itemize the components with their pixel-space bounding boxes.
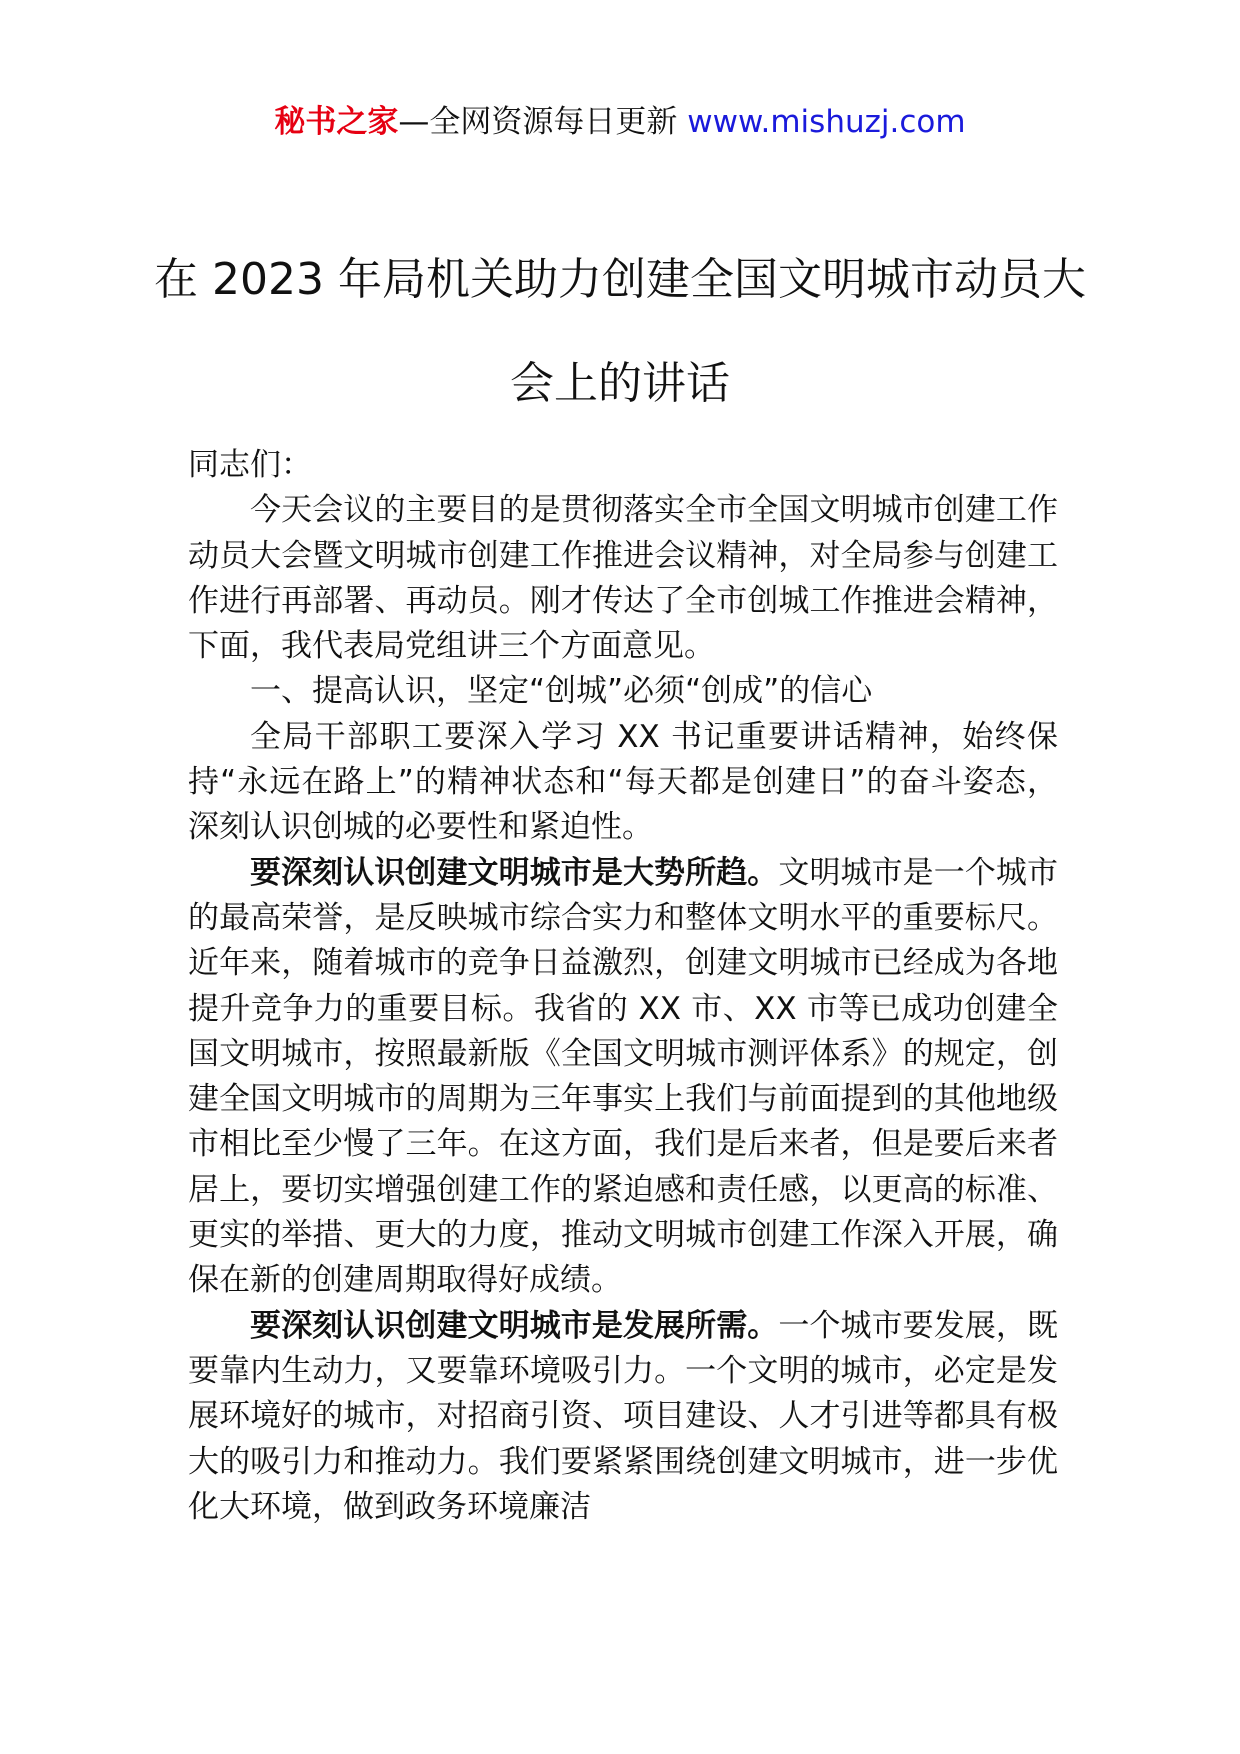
document-body [188, 443, 1058, 1530]
brand-name: 秘书之家 [274, 104, 399, 140]
site-header [0, 100, 1240, 144]
paragraph-lead: 要深刻认识创建文明城市是大势所趋。 [250, 854, 779, 891]
section-heading: 一、提高认识，坚定“创城”必须“创成”的信心 [250, 673, 873, 710]
document-title: 在 2023 年局机关助力创建全国文明城市动员大会上的讲话 [154, 254, 1086, 409]
paragraph: 要深刻认识创建文明城市是发展所需。一个城市要发展，既要靠内生动力，又要靠环境吸引力。一个文明的城市，必定是发展环境好的城市，对招商引资、项目建设、人才引进等都具有极大的吸引力和推动力。我们要紧紧围绕创建文明城市，进一步优化大环境，做到政务环境廉洁 [188, 1307, 1058, 1525]
paragraph: 今天会议的主要目的是贯彻落实全市全国文明城市创建工作动员大会暨文明城市创建工作推进会议精神，对全局参与创建工作进行再部署、再动员。刚才传达了全市创城工作推进会精神，下面，我代表局党组讲三个方面意见。 [188, 492, 1058, 665]
salutation: 同志们： [188, 447, 312, 483]
paragraph: 要深刻认识创建文明城市是大势所趋。文明城市是一个城市的最高荣誉，是反映城市综合实力和整体文明水平的重要标尺。近年来，随着城市的竞争日益激烈，创建文明城市已经成为各地提升竞争力的重要目标。我省的 XX 市、XX 市等已成功创建全国文明城市，按照最新版《全国文明城市测评体系》的规定，创建全国文明城市的周期为三年事实上我们与前面提到的其他地级市相比至少慢了三年。在这方面，我们是后来者，但是要后来者居上，要切实增强创建工作的紧迫感和责任感，以更高的标准、更实的举措、更大的力度，推动文明城市创建工作深入开展，确保在新的创建周期取得好成绩。 [188, 854, 1058, 1299]
paragraph: 全局干部职工要深入学习 XX 书记重要讲话精神，始终保持“永远在路上”的精神状态和“每天都是创建日”的奋斗姿态，深刻认识创城的必要性和紧迫性。 [188, 718, 1058, 846]
site-url[interactable]: www.mishuzj.com [687, 104, 966, 140]
brand-slogan: —全网资源每日更新 [398, 104, 678, 140]
paragraph-lead: 要深刻认识创建文明城市是发展所需。 [250, 1307, 779, 1344]
